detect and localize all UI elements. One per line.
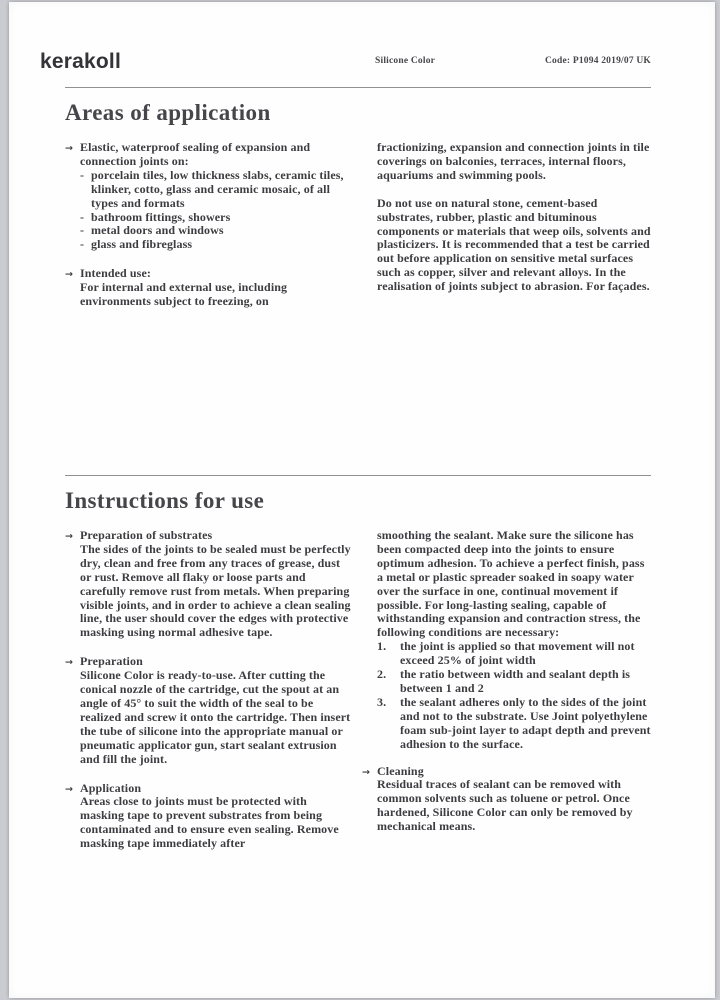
dash-icon: - — [80, 223, 85, 238]
condition-item — [377, 668, 651, 696]
list-item-sealing — [65, 141, 354, 252]
dash-icon: - — [80, 237, 85, 252]
list-item-preparation — [65, 655, 354, 766]
condition-text: the ratio between width and sealant depth is between 1 and 2 — [400, 667, 631, 695]
instructions-columns — [65, 529, 651, 866]
preparation-body: Silicone Color is ready-to-use. After cutting the conical nozzle of the cartridge, cut the spout at an angle of 45° to suit the width of the seal to be realized and screw it onto the cartridge. Then insert the tube of silicone into the appropriate manual or pneumatic applicator gun, start sealant extrusion and fill the joint. — [80, 668, 351, 766]
bullet-item — [80, 224, 354, 238]
application-body: Areas close to joints must be protected with masking tape to prevent substrates from being contaminated and to ensure even sealing. Remove masking tape immediately after — [80, 794, 339, 851]
list-item-preparation-of-substrates — [65, 529, 354, 640]
substrates-lead: Preparation of substrates — [80, 528, 213, 542]
section-instructions-for-use — [65, 476, 651, 866]
instructions-column-right — [362, 529, 651, 866]
cleaning-body: Residual traces of sealant can be removed with common solvents such as toluene or petrol. Once hardened, Silicone Color can only be removed by mechanical means. — [377, 777, 633, 834]
areas-paragraph-1: fractionizing, expansion and connection joints in tile coverings on balconies, terraces, internal floors, aquariums and swimming pools. — [377, 140, 650, 182]
document-title: Silicone Color — [375, 56, 436, 66]
dash-icon: - — [80, 167, 85, 182]
arrow-icon: → — [65, 143, 74, 154]
page-content — [9, 2, 715, 866]
bullet-item — [80, 211, 354, 225]
cleaning-lead: Cleaning — [377, 763, 424, 778]
conditions-list — [362, 640, 651, 751]
arrow-icon: → — [65, 783, 74, 795]
page-header — [40, 2, 651, 88]
bullet-text: glass and fibreglass — [91, 237, 193, 252]
areas-column-left — [65, 141, 354, 463]
areas-paragraph-2: Do not use on natural stone, cement-based substrates, rubber, plastic and bituminous components or materials that weep oils, solvents and plasticizers. It is recommended that a test be carried out before application on sensitive metal surfaces such as copper, silver and relevant alloys. In the realisation of joints subject to abrasion. For façades. — [377, 195, 651, 294]
condition-text: the sealant adheres only to the sides of the joint and not to the substrate. Use Joint polyethylene foam sub-joint layer to adapt depth and prevent adhesion to the surface. — [400, 694, 651, 751]
condition-item — [377, 640, 651, 668]
arrow-icon: → — [65, 657, 74, 669]
condition-number: 2. — [377, 667, 387, 682]
arrow-icon: → — [65, 269, 74, 281]
kerakoll-logo: kerakoll — [40, 50, 121, 73]
bullet-text: porcelain tiles, low thickness slabs, ceramic tiles, klinker, cotto, glass and ceramic mosaic, of all types and formats — [91, 167, 344, 210]
list-item-cleaning — [362, 765, 651, 835]
list-item-application — [65, 782, 354, 852]
arrow-icon: → — [65, 531, 74, 542]
list-item-intended-use — [65, 267, 354, 309]
intended-use-lead: Intended use: — [80, 266, 151, 281]
bullet-item — [80, 169, 354, 211]
section-areas-of-application — [65, 88, 651, 476]
condition-number: 3. — [377, 694, 387, 709]
condition-item — [377, 696, 651, 752]
bullet-item — [80, 238, 354, 252]
instructions-column-left — [65, 529, 354, 866]
section-title-areas: Areas of application — [65, 100, 271, 125]
sealing-lead: Elastic, waterproof sealing of expansion and connection joints on: — [80, 140, 311, 168]
document-page — [9, 2, 715, 998]
areas-column-right — [362, 141, 651, 463]
condition-number: 1. — [377, 639, 387, 654]
preparation-lead: Preparation — [80, 654, 143, 669]
condition-text: the joint is applied so that movement will not exceed 25% of joint width — [400, 639, 635, 668]
section-title-instructions: Instructions for use — [65, 488, 265, 513]
intended-use-body: For internal and external use, including environments subject to freezing, on — [80, 280, 288, 309]
document-code: Code: P1094 2019/07 UK — [545, 56, 651, 66]
sealing-bullet-list — [80, 169, 354, 252]
areas-columns — [65, 141, 651, 463]
arrow-icon: → — [362, 766, 371, 778]
bullet-text: bathroom fittings, showers — [91, 209, 231, 224]
application-lead: Application — [80, 780, 142, 795]
smoothing-paragraph: smoothing the sealant. Make sure the silicone has been compacted deep into the joints to ensure optimum adhesion. To achieve a perfect finish, pass a metal or plastic spreader soaked in soapy water over the surface in one, continual movement if possible. For long-lasting sealing, capable of withstanding expansion and contraction stress, the following conditions are necessary: — [377, 528, 645, 640]
bullet-text: metal doors and windows — [91, 223, 224, 238]
substrates-body: The sides of the joints to be sealed must be perfectly dry, clean and free from any traces of grease, dust or rust. Remove all flaky or loose parts and carefully remove rust from metals. When preparing visible joints, and in order to achieve a clean sealing line, the user should cover the edges with protective masking using normal adhesive tape. — [80, 541, 351, 640]
dash-icon: - — [80, 209, 85, 224]
